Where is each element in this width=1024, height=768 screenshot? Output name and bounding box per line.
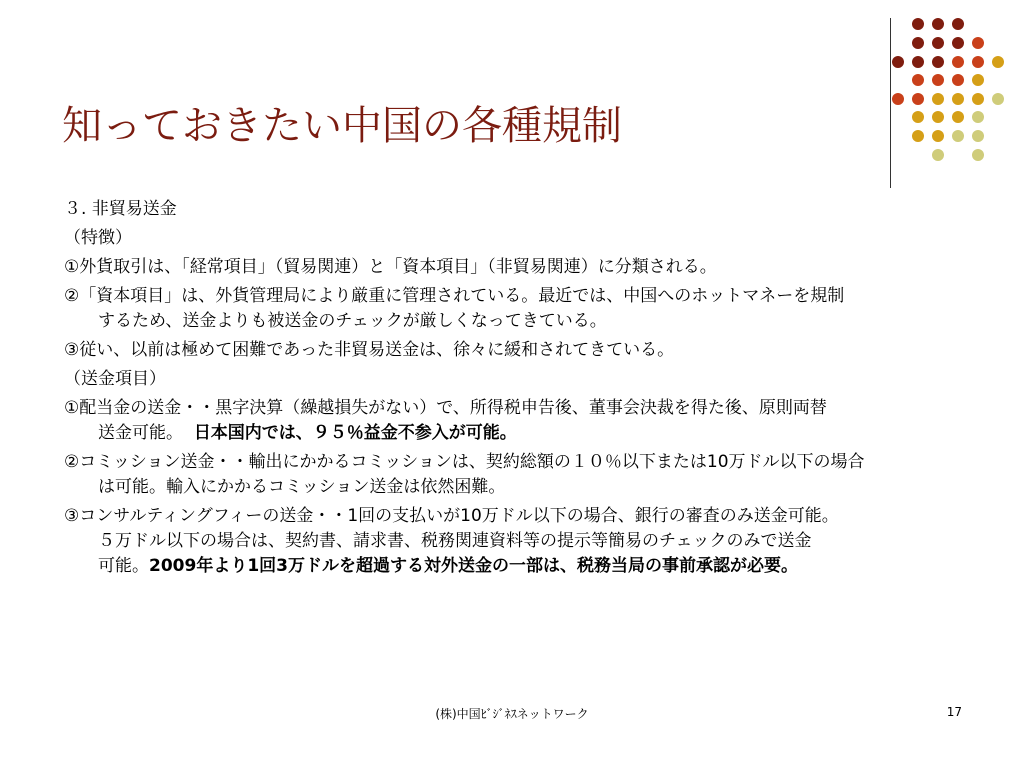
text-segment: ③従い、以前は極めて困難であった非貿易送金は、徐々に緩和されてきている。 — [64, 340, 675, 360]
text-segment: ③コンサルティングフィーの送金・・1回の支払いが10万ドル以下の場合、銀行の審査のみ送金可能。 — [64, 506, 839, 526]
decor-dot — [932, 93, 944, 105]
remittance-item-1-continuation — [64, 421, 964, 446]
decor-dot — [932, 74, 944, 86]
text-segment: ①配当金の送金・・黒字決算（繰越損失がない）で、所得税申告後、董事会決裁を得た後、原則両替 — [64, 398, 827, 418]
decor-dot — [972, 37, 984, 49]
decor-dot — [932, 111, 944, 123]
text-segment: （送金項目） — [64, 369, 166, 389]
decor-dot — [972, 130, 984, 142]
decor-dot — [912, 130, 924, 142]
decor-dot — [912, 56, 924, 68]
feature-item-2-continuation — [64, 309, 964, 334]
page-number: 17 — [946, 705, 962, 719]
decor-dot — [952, 18, 964, 30]
text-segment: （特徴） — [64, 228, 132, 248]
remittance-item-2 — [64, 450, 964, 475]
text-segment: 可能。 — [98, 556, 149, 576]
decor-dot — [912, 37, 924, 49]
decor-dot — [952, 130, 964, 142]
feature-item-1 — [64, 255, 964, 280]
section-label-features — [64, 226, 964, 251]
remittance-item-3-continuation-2 — [64, 554, 964, 579]
text-segment: ３. 非貿易送金 — [64, 199, 177, 219]
text-segment: 送金可能。 — [98, 423, 183, 443]
decor-dot — [912, 74, 924, 86]
slide-body — [64, 197, 964, 579]
decor-dot — [972, 56, 984, 68]
remittance-item-3 — [64, 504, 964, 529]
decor-dot — [972, 111, 984, 123]
text-segment: ５万ドル以下の場合は、契約書、請求書、税務関連資料等の提示等簡易のチェックのみで送金 — [98, 531, 812, 551]
decor-dot — [972, 93, 984, 105]
decor-dot — [912, 93, 924, 105]
slide-title: 知っておきたい中国の各種規制 — [62, 103, 622, 149]
decor-dot — [992, 56, 1004, 68]
decor-dot — [972, 74, 984, 86]
decor-dot — [912, 111, 924, 123]
remittance-item-3-continuation — [64, 529, 964, 554]
emphasis-text: 日本国内では、９５％益金不参入が可能。 — [193, 423, 517, 443]
decor-dot — [952, 37, 964, 49]
decor-dot — [892, 93, 904, 105]
decor-dot — [912, 18, 924, 30]
text-segment: するため、送金よりも被送金のチェックが厳しくなってきている。 — [98, 311, 607, 331]
decor-dot — [952, 56, 964, 68]
section-label-remittance-items — [64, 367, 964, 392]
decor-dot — [972, 149, 984, 161]
text-segment: ②「資本項目」は、外貨管理局により厳重に管理されている。最近では、中国へのホットマネーを規制 — [64, 286, 845, 306]
decor-dot — [932, 149, 944, 161]
title-divider-line — [890, 18, 891, 188]
decor-dot — [952, 111, 964, 123]
feature-item-2 — [64, 284, 964, 309]
decor-dot — [952, 93, 964, 105]
decor-dot — [952, 74, 964, 86]
decor-dot — [892, 56, 904, 68]
remittance-item-2-continuation — [64, 475, 964, 500]
feature-item-3 — [64, 338, 964, 363]
footer-company: (株)中国ﾋﾞｼﾞﾈｽネットワーク — [435, 707, 589, 721]
decor-dot — [932, 56, 944, 68]
decor-dot — [932, 130, 944, 142]
emphasis-text: 2009年より1回3万ドルを超過する対外送金の一部は、税務当局の事前承認が必要。 — [149, 556, 798, 576]
heading-line — [64, 197, 964, 222]
remittance-item-1 — [64, 396, 964, 421]
decor-dot — [932, 18, 944, 30]
text-segment: ②コミッション送金・・輸出にかかるコミッションは、契約総額の１０％以下または10万ドル以下の場合 — [64, 452, 865, 472]
decor-dot — [932, 37, 944, 49]
text-segment: は可能。輸入にかかるコミッション送金は依然困難。 — [98, 477, 506, 497]
decor-dot — [992, 93, 1004, 105]
text-segment: ①外貨取引は、「経常項目」（貿易関連）と「資本項目」（非貿易関連）に分類される。 — [64, 257, 717, 277]
